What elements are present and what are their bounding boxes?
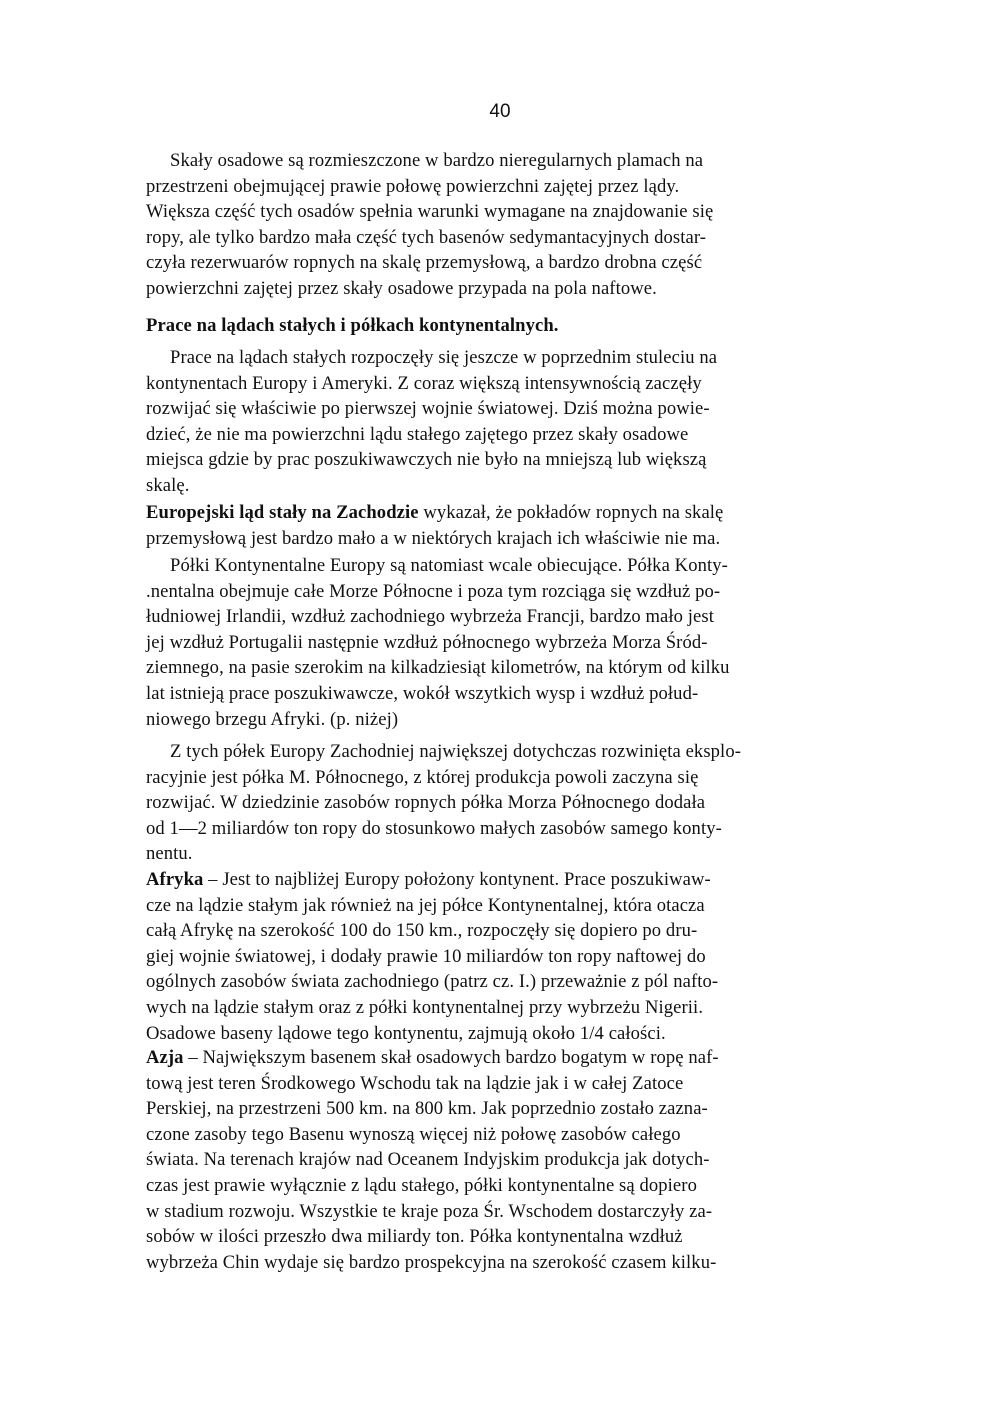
text-line: .nentalna obejmuje całe Morze Północne i poza tym rozciąga się wzdłuż po- [146,580,721,602]
heading-text: Prace na lądach stałych i półkach kontynentalnych. [146,315,559,336]
text-line: ziemnego, na pasie szerokim na kilkadziesiąt kilometrów, na którym od kilku [146,657,730,679]
text-run: – Największym basenem skał osadowych bardzo bogatym w ropę naf- [183,1047,719,1068]
text-line: jej wzdłuż Portugalii następnie wzdłuż północnego wybrzeża Morza Śród- [146,631,708,653]
bold-lead: Azja [146,1047,184,1068]
text-line: całą Afrykę na szerokość 100 do 150 km., rozpoczęły się dopiero po dru- [146,920,698,942]
text-line: w stadium rozwoju. Wszystkie te kraje poza Śr. Wschodem dostarczyły za- [146,1200,713,1222]
text-line: wych na lądzie stałym oraz z półki kontynentalnej przy wybrzeżu Nigerii. [146,996,704,1018]
section-heading [146,313,868,339]
text-line: nentu. [146,843,193,865]
paragraph-prace-na-ladach [146,345,868,499]
text-line: świata. Na terenach krajów nad Oceanem Indyjskim produkcja jak dotych- [146,1149,710,1171]
page-number: 40 [489,101,511,122]
text-line: przemysłową jest bardzo mało a w niektórych krajach ich właściwie nie ma. [146,527,721,549]
bold-lead: Afryka [146,869,204,890]
text-line: sobów w ilości przeszło dwa miliardy ton. Półka kontynentalna wzdłuż [146,1226,683,1248]
text-line: miejsca gdzie by prac poszukiwawczych nie było na mniejszą lub większą [146,449,707,471]
text-line [146,500,868,526]
paragraph-europejski-lad [146,500,868,551]
paragraph-skaly-osadowe [146,148,868,302]
text-line [146,1045,868,1071]
text-line: ropy, ale tylko bardzo mała część tych basenów sedymantacyjnych dostar- [146,226,707,248]
text-line: łudniowej Irlandii, wzdłuż zachodniego wybrzeża Francji, bardzo mało jest [146,606,715,628]
text-line: giej wojnie światowej, i dodały prawie 10 miliardów ton ropy naftowej do [146,945,706,967]
paragraph-afryka [146,867,868,1046]
paragraph-azja [146,1045,868,1275]
text-line: Skały osadowe są rozmieszczone w bardzo nieregularnych plamach na [170,150,704,171]
text-line: cze na lądzie stałym jak również na jej półce Kontynentalnej, która otacza [146,894,705,916]
paragraph-europa-zachodnia [146,739,868,867]
text-line: Prace na lądach stałych rozpoczęły się jeszcze w poprzednim stuleciu na [170,347,718,368]
text-line: przestrzeni obejmującej prawie połowę powierzchni zajętej przez lądy. [146,175,680,197]
text-line: Większa część tych osadów spełnia warunki wymagane na znajdowanie się [146,201,714,223]
text-line: racyjnie jest półka M. Północnego, z której produkcja powoli zaczyna się [146,766,699,788]
text-line: Półki Kontynentalne Europy są natomiast wcale obiecujące. Półka Konty- [170,555,728,576]
text-run: wykazał, że pokładów ropnych na skalę [418,502,724,523]
text-line: wybrzeża Chin wydaje się bardzo prospekcyjna na szerokość czasem kilku- [146,1251,717,1273]
text-line: niowego brzegu Afryki. (p. niżej) [146,708,399,730]
text-line: lat istnieją prace poszukiwawcze, wokół wszytkich wysp i wzdłuż połud- [146,682,699,704]
text-line: dzieć, że nie ma powierzchni lądu stałego zajętego przez skały osadowe [146,423,689,445]
text-line: Z tych półek Europy Zachodniej największej dotychczas rozwinięta eksplo- [170,741,742,762]
text-line: Perskiej, na przestrzeni 500 km. na 800 km. Jak poprzednio zostało zazna- [146,1098,708,1120]
text-line: powierzchni zajętej przez skały osadowe przypada na pola naftowe. [146,277,657,299]
text-line: skalę. [146,474,190,496]
text-run: – Jest to najbliżej Europy położony kontynent. Prace poszukiwaw- [203,869,711,890]
text-line: Osadowe baseny lądowe tego kontynentu, zajmują około 1/4 całości. [146,1022,666,1044]
text-line: czone zasoby tego Basenu wynoszą więcej niż połowę zasobów całego [146,1123,681,1145]
bold-lead: Europejski ląd stały na Zachodzie [146,502,419,523]
paragraph-polki-kontynentalne [146,553,868,732]
text-line: czas jest prawie wyłącznie z lądu stałego, półki kontynentalne są dopiero [146,1174,697,1196]
text-line: rozwijać. W dziedzinie zasobów ropnych półka Morza Północnego dodała [146,792,706,814]
text-line: kontynentach Europy i Ameryki. Z coraz większą intensywnością zaczęły [146,372,702,394]
text-line: tową jest teren Środkowego Wschodu tak na lądzie jak i w całej Zatoce [146,1072,684,1094]
text-line: od 1—2 miliardów ton ropy do stosunkowo małych zasobów samego konty- [146,817,722,839]
text-line: czyła rezerwuarów ropnych na skalę przemysłową, a bardzo drobna część [146,252,703,274]
text-line [146,867,868,893]
text-line: rozwijać się właściwie po pierwszej wojnie światowej. Dziś można powie- [146,398,710,420]
text-line: ogólnych zasobów świata zachodniego (patrz cz. I.) przeważnie z pól nafto- [146,971,719,993]
